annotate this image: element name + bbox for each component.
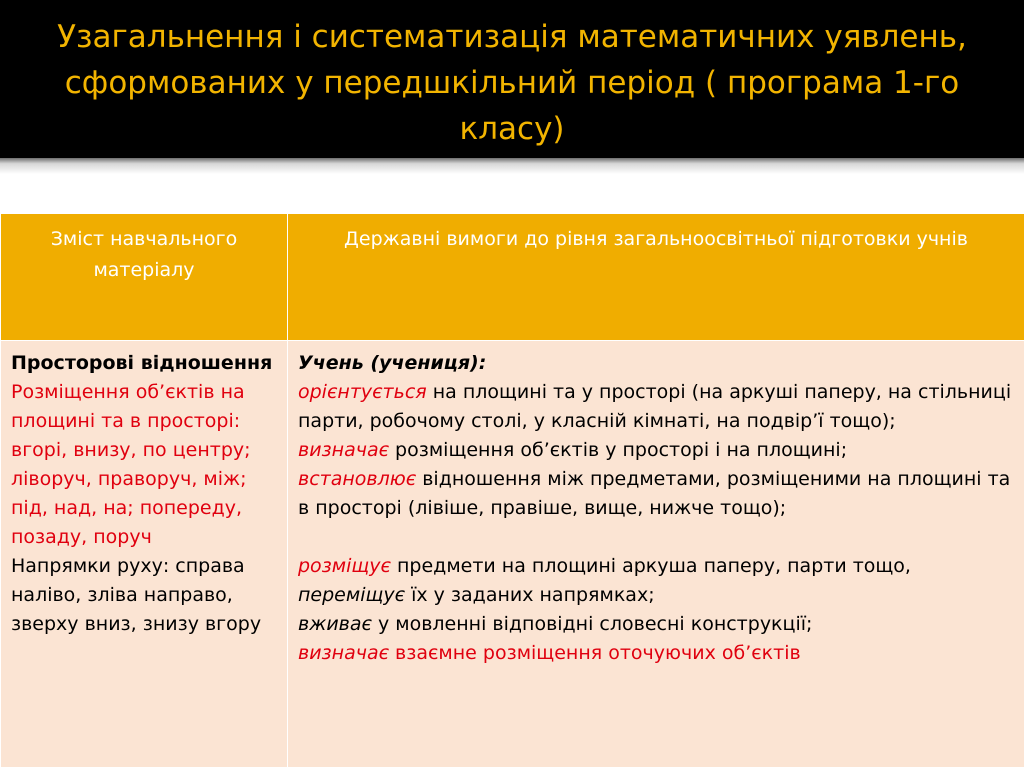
requirement-line — [298, 639, 1016, 668]
requirement-verb: встановлює — [298, 468, 417, 490]
requirement-verb: орієнтується — [298, 381, 427, 403]
requirement-line — [298, 378, 1016, 436]
requirement-text: взаємне розміщення оточуючих об’єктів — [389, 642, 801, 664]
requirement-text: на площині та у просторі (на аркуші паперу, на стільниці парти, робочому столі, у класній кімнаті, на подвір’ї тощо); — [298, 381, 1012, 432]
requirement-verb: визначає — [298, 642, 390, 664]
title-divider — [0, 158, 1024, 174]
requirement-line — [298, 465, 1016, 523]
requirement-text: предмети на площині аркуша паперу, парти тощо, — [390, 555, 911, 577]
blank-line — [298, 523, 1016, 552]
topic-directions-text: Напрямки руху: справа наліво, зліва направо, зверху вниз, знизу вгору — [11, 555, 262, 635]
header-requirements: Державні вимоги до рівня загальноосвітньої підготовки учнів — [288, 214, 1024, 341]
pupil-label: Учень (учениця): — [298, 352, 487, 374]
table-header-row — [1, 214, 1024, 341]
slide-title: Узагальнення і систематизація математичних уявлень, сформованих у передшкільний період ( програма 1-го класу) — [57, 19, 967, 147]
cell-content — [1, 341, 288, 768]
requirement-text: розміщення об’єктів у просторі і на площині; — [389, 439, 848, 461]
requirement-line — [298, 436, 1016, 465]
table-row — [1, 341, 1024, 768]
topic-heading: Просторові відношення — [11, 352, 273, 374]
title-bar — [0, 0, 1024, 158]
requirement-text: їх у заданих напрямках; — [405, 584, 655, 606]
topic-placement-text: Розміщення об’єктів на площині та в просторі: вгорі, внизу, по центру; ліворуч, праворуч, між; під, над, на; попереду, позаду, поруч — [11, 381, 251, 548]
requirement-verb: визначає — [298, 439, 390, 461]
requirement-verb: вживає — [298, 613, 372, 635]
curriculum-table — [0, 213, 1024, 768]
requirement-text: відношення між предметами, розміщеними на площині та в просторі (лівіше, правіше, вище, нижче тощо); — [298, 468, 1011, 519]
requirement-text: у мовленні відповідні словесні конструкції; — [371, 613, 813, 635]
header-content: Зміст навчального матеріалу — [1, 214, 288, 341]
cell-requirements — [288, 341, 1024, 768]
requirement-verb: переміщує — [298, 584, 406, 606]
requirement-line — [298, 610, 1016, 639]
requirement-verb: розміщує — [298, 555, 391, 577]
requirement-line — [298, 581, 1016, 610]
requirement-line — [298, 552, 1016, 581]
